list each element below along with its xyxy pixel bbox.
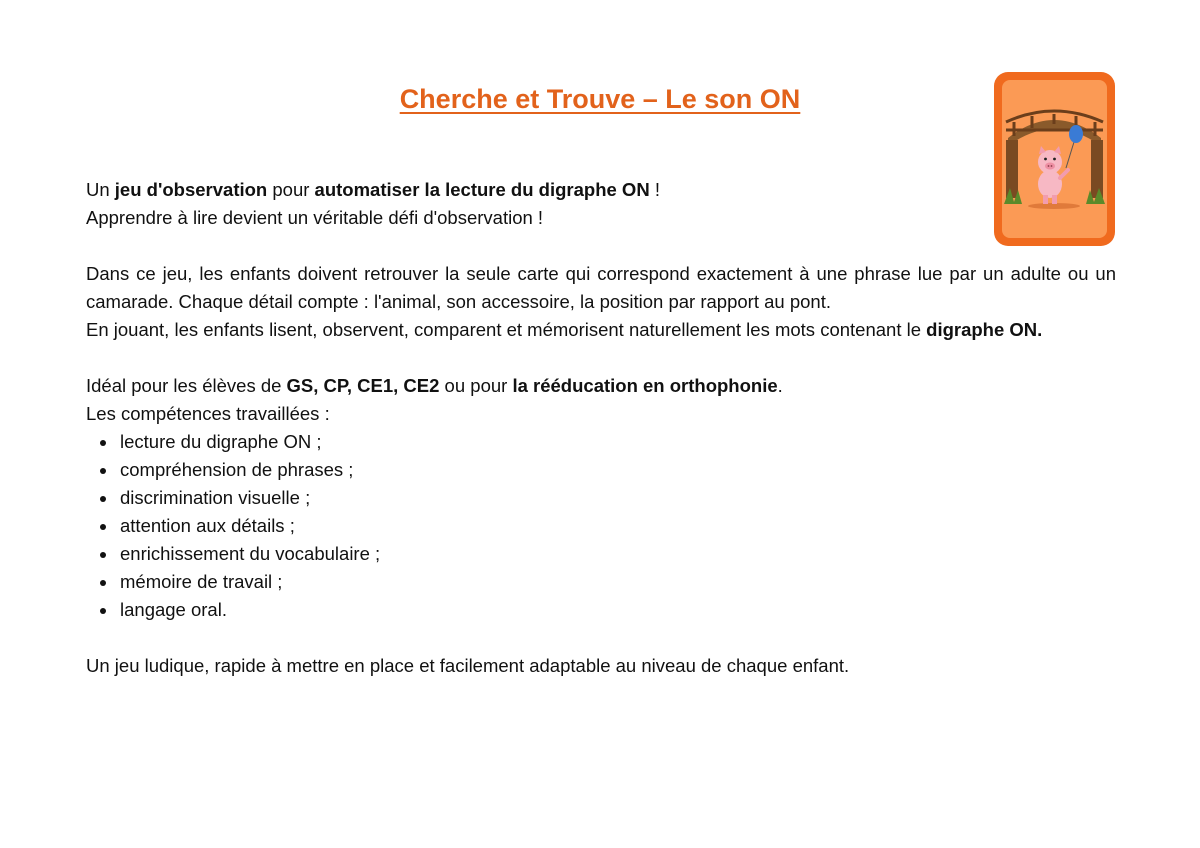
skills-list (86, 428, 1116, 624)
description-paragraph-1: Dans ce jeu, les enfants doivent retrouver la seule carte qui correspond exactement à une phrase lue par un adulte ou un camarade. Chaque détail compte : l'animal, son accessoire, la position par rapport au pont. (86, 263, 1116, 312)
intro-line-1: Un jeu d'observation pour automatiser la lecture du digraphe ON ! (86, 179, 660, 200)
page-title: Cherche et Trouve – Le son ON (399, 84, 801, 114)
list-item: • discrimination visuelle ; (118, 484, 1116, 512)
list-item: • lecture du digraphe ON ; (118, 428, 1116, 456)
skills-heading: Les compétences travaillées : (86, 403, 330, 424)
list-item: • enrichissement du vocabulaire ; (118, 540, 1116, 568)
intro-line-2: Apprendre à lire devient un véritable défi d'observation ! (86, 207, 544, 228)
document-body (86, 176, 1116, 680)
list-item: • mémoire de travail ; (118, 568, 1116, 596)
description-paragraph-2: En jouant, les enfants lisent, observent, comparent et mémorisent naturellement les mots contenant le digraphe ON. (86, 319, 1043, 340)
audience-line: Idéal pour les élèves de GS, CP, CE1, CE2 ou pour la rééducation en orthophonie. (86, 375, 783, 396)
list-item: • compréhension de phrases ; (118, 456, 1116, 484)
conclusion: Un jeu ludique, rapide à mettre en place et facilement adaptable au niveau de chaque enfant. (86, 655, 850, 676)
list-item: • langage oral. (118, 596, 1116, 624)
list-item: • attention aux détails ; (118, 512, 1116, 540)
